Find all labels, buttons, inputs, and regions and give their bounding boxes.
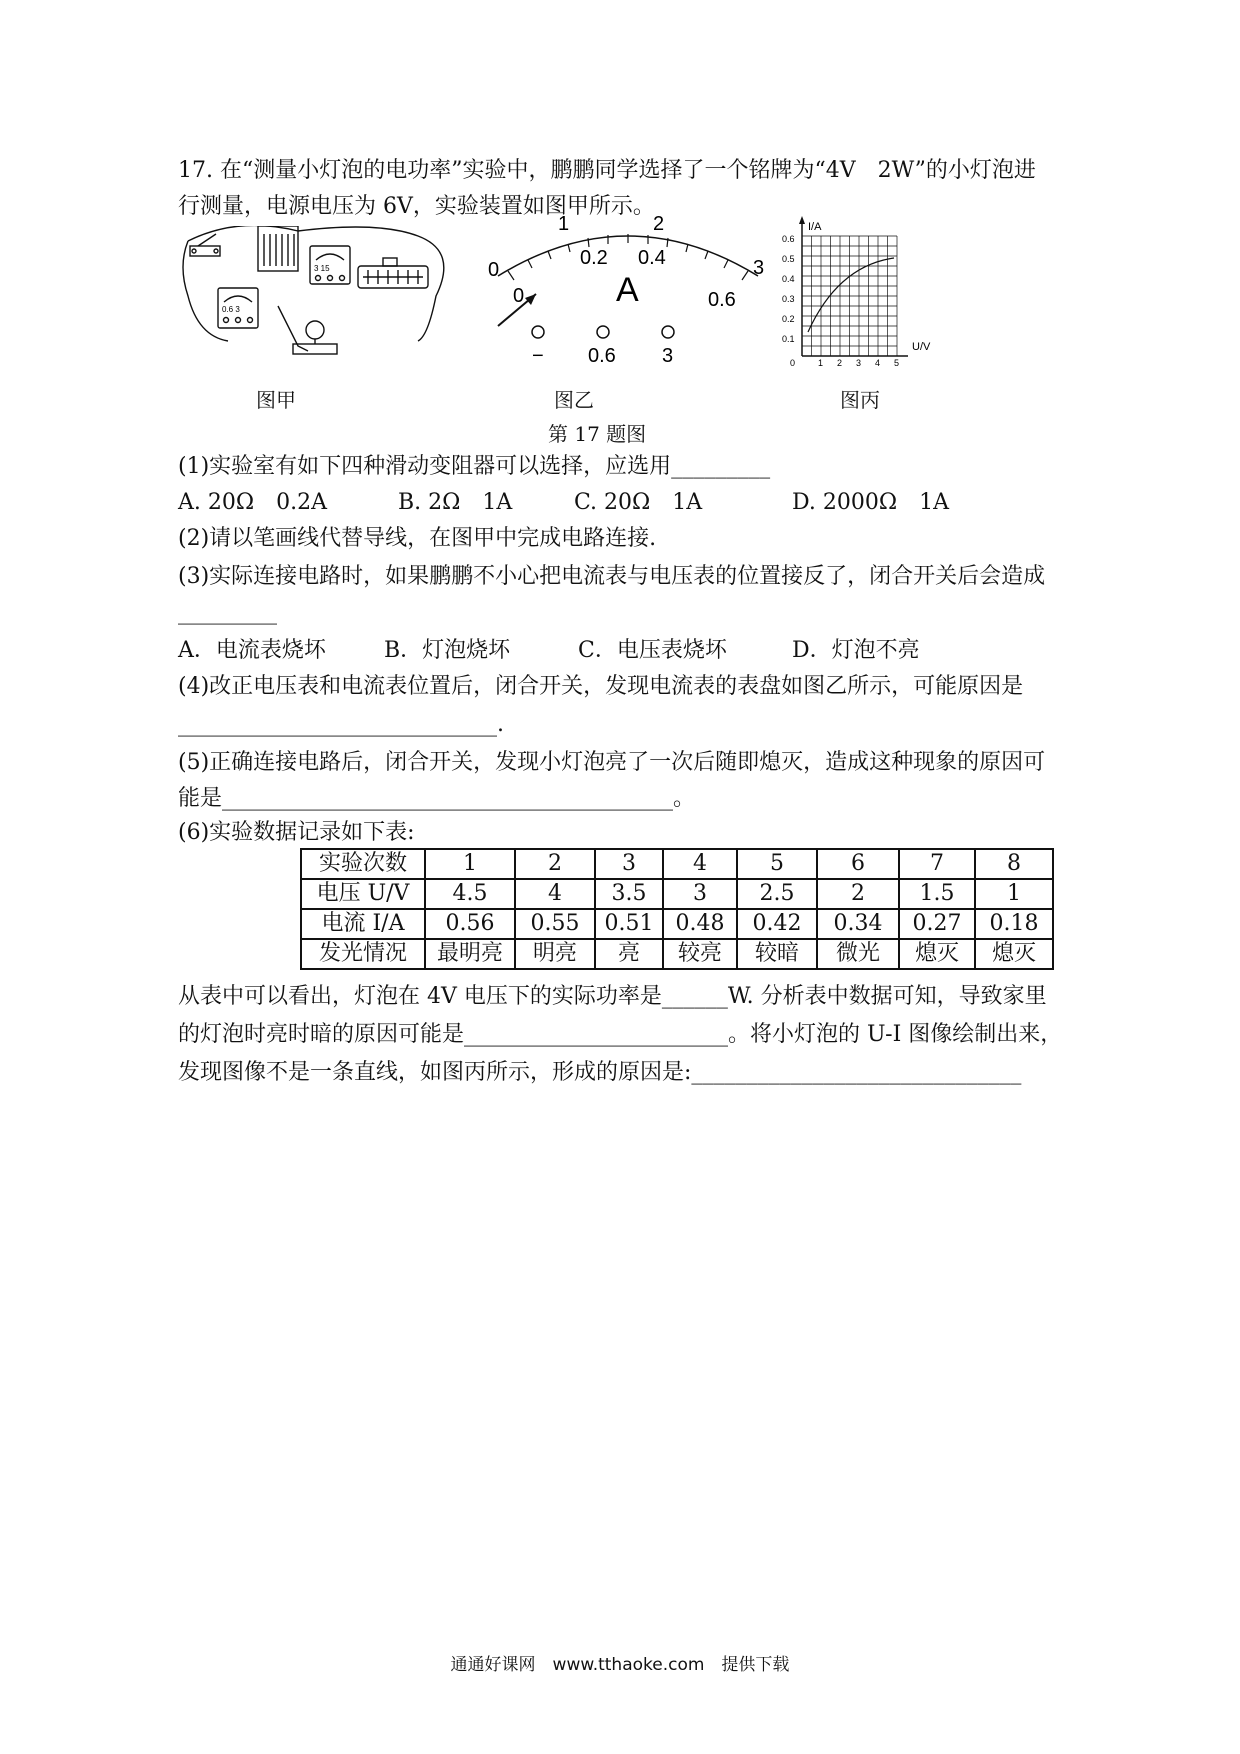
ui-graph-figure	[778, 216, 958, 366]
svg-text:0.6: 0.6	[782, 234, 795, 244]
svg-text:4: 4	[875, 358, 881, 366]
part-3: (3)实际连接电路时，如果鹏鹏不小心把电流表与电压表的位置接反了，闭合开关后会造成	[178, 564, 1046, 589]
svg-text:2: 2	[837, 358, 843, 366]
question-line-1: 17. 在“测量小灯泡的电功率”实验中，鹏鹏同学选择了一个铭牌为“4V 2W”的小灯泡进	[178, 158, 1036, 183]
terminal-negative: −	[532, 345, 544, 366]
svg-text:0.2: 0.2	[782, 314, 795, 324]
bottom-scale-3: 0.6	[708, 289, 736, 311]
top-scale-2: 2	[653, 216, 665, 235]
table-cell: 较暗	[737, 939, 817, 969]
table-cell: 8	[975, 849, 1053, 879]
table-cell: 7	[899, 849, 975, 879]
part-3-option-d: D．灯泡不亮	[792, 638, 920, 663]
terminal-0-6: 0.6	[588, 345, 616, 366]
table-cell: 0.56	[425, 909, 515, 939]
y-axis-arrow-icon	[799, 216, 805, 224]
table-cell: 3	[595, 849, 663, 879]
table-cell: 1.5	[899, 879, 975, 909]
table-cell: 0.42	[737, 909, 817, 939]
part-1-option-a: A. 20Ω 0.2A	[178, 490, 327, 515]
table-cell: 0.55	[515, 909, 595, 939]
bottom-scale-1: 0.2	[580, 247, 608, 269]
part-3-option-a: A．电流表烧坏	[178, 638, 326, 663]
caption-figure-b: 图乙	[554, 388, 594, 412]
conclusion-line-3: 发现图像不是一条直线，如图丙所示，形成的原因是:______________________________	[178, 1060, 1022, 1085]
table-cell: 最明亮	[425, 939, 515, 969]
svg-text:3: 3	[856, 358, 862, 366]
table-cell: 1	[425, 849, 515, 879]
svg-text:0.1: 0.1	[782, 334, 795, 344]
table-cell: 微光	[817, 939, 899, 969]
data-table	[300, 848, 1054, 970]
page-footer: 通通好课网 www.tthaoke.com 提供下载	[450, 1655, 790, 1675]
graph-xticks	[790, 358, 899, 366]
table-cell: 亮	[595, 939, 663, 969]
caption-figure-c: 图丙	[840, 388, 880, 412]
figure-row	[178, 216, 1178, 446]
svg-text:1: 1	[818, 358, 824, 366]
table-cell: 5	[737, 849, 817, 879]
table-cell: 6	[817, 849, 899, 879]
part-3-blank: _________	[178, 600, 277, 625]
table-cell: 2	[817, 879, 899, 909]
graph-yticks	[782, 234, 795, 344]
graph-ylabel: I/A	[808, 221, 822, 233]
svg-text:0.4: 0.4	[782, 274, 795, 284]
terminal-3: 3	[662, 345, 674, 366]
table-cell: 4	[663, 849, 737, 879]
table-cell: 2	[515, 849, 595, 879]
svg-text:5: 5	[894, 358, 900, 366]
part-1-option-c: C. 20Ω 1A	[574, 490, 703, 515]
table-cell: 0.51	[595, 909, 663, 939]
top-scale-0: 0	[488, 259, 500, 281]
part-5: (5)正确连接电路后，闭合开关，发现小灯泡亮了一次后随即熄灭，造成这种现象的原因可	[178, 750, 1046, 775]
table-row-header: 发光情况	[301, 939, 425, 969]
part-4: (4)改正电压表和电流表位置后，闭合开关，发现电流表的表盘如图乙所示，可能原因是	[178, 674, 1024, 699]
table-row	[301, 849, 1053, 879]
table-cell: 2.5	[737, 879, 817, 909]
question-line-2: 行测量，电源电压为 6V，实验装置如图甲所示。	[178, 194, 655, 219]
table-cell: 0.48	[663, 909, 737, 939]
table-row	[301, 909, 1053, 939]
table-row	[301, 939, 1053, 969]
svg-text:0: 0	[790, 358, 796, 366]
part-1: (1)实验室有如下四种滑动变阻器可以选择，应选用_________	[178, 454, 771, 479]
table-cell: 4.5	[425, 879, 515, 909]
table-row-header: 实验次数	[301, 849, 425, 879]
conclusion-line-1: 从表中可以看出，灯泡在 4V 电压下的实际功率是______W. 分析表中数据可知，导致家里	[178, 984, 1047, 1009]
table-row-header: 电压 U/V	[301, 879, 425, 909]
part-3-option-c: C．电压表烧坏	[578, 638, 727, 663]
part-1-option-b: B. 2Ω 1A	[398, 490, 513, 515]
part-1-option-d: D. 2000Ω 1A	[792, 490, 949, 515]
caption-figure-a: 图甲	[256, 388, 296, 412]
part-3-option-b: B．灯泡烧坏	[384, 638, 511, 663]
table-cell: 较亮	[663, 939, 737, 969]
circuit-apparatus-figure	[178, 226, 478, 376]
figure-main-caption: 第 17 题图	[548, 422, 647, 446]
bottom-scale-0: 0	[513, 285, 525, 307]
conclusion-line-2: 的灯泡时亮时暗的原因可能是________________________。将小灯泡的 U-I 图像绘制出来，	[178, 1022, 1063, 1047]
table-cell: 熄灭	[899, 939, 975, 969]
table-row	[301, 879, 1053, 909]
table-cell: 熄灭	[975, 939, 1053, 969]
part-4-blank: _____________________________.	[178, 712, 504, 737]
bottom-scale-2: 0.4	[638, 247, 666, 269]
svg-text:0.3: 0.3	[782, 294, 795, 304]
table-cell: 0.18	[975, 909, 1053, 939]
ammeter-dial-figure	[468, 216, 788, 366]
table-cell: 明亮	[515, 939, 595, 969]
table-cell: 0.34	[817, 909, 899, 939]
table-row-header: 电流 I/A	[301, 909, 425, 939]
top-scale-3: 3	[753, 257, 765, 279]
part-6: (6)实验数据记录如下表:	[178, 820, 415, 845]
graph-xlabel: U/V	[912, 341, 931, 353]
table-cell: 0.27	[899, 909, 975, 939]
table-cell: 1	[975, 879, 1053, 909]
ammeter-unit: A	[616, 271, 639, 309]
voltmeter-terminal-label: 3 15	[314, 264, 330, 273]
top-scale-1: 1	[558, 216, 570, 235]
part-5-line-2: 能是_________________________________________。	[178, 786, 696, 811]
needle-arrow-icon	[525, 294, 536, 305]
part-2: (2)请以笔画线代替导线，在图甲中完成电路连接.	[178, 526, 657, 551]
table-cell: 3	[663, 879, 737, 909]
graph-grid	[802, 236, 897, 356]
table-cell: 4	[515, 879, 595, 909]
ammeter-terminal-label: 0.6 3	[222, 305, 240, 314]
svg-text:0.5: 0.5	[782, 254, 795, 264]
table-cell: 3.5	[595, 879, 663, 909]
